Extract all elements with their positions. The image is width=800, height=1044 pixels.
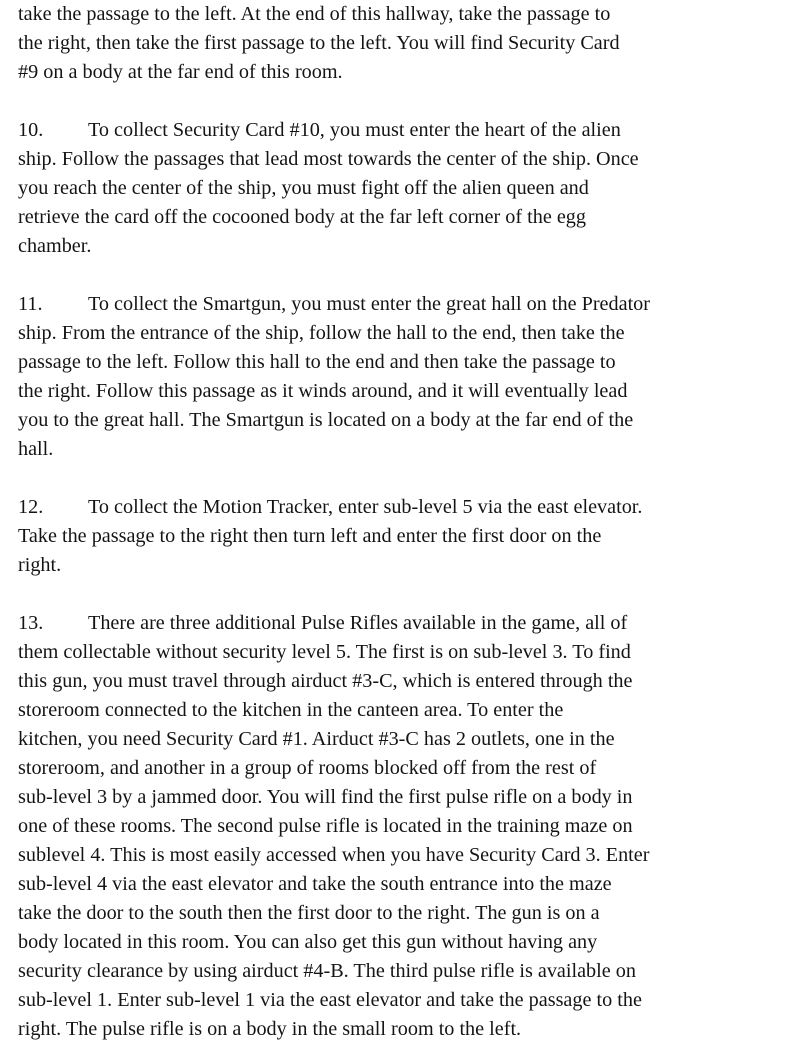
numbered-item-13 xyxy=(18,609,794,1044)
paragraph-gap xyxy=(18,261,794,290)
text-line: you to the great hall. The Smartgun is located on a body at the far end of the xyxy=(18,409,634,431)
item-number: 11. xyxy=(18,293,43,315)
text-line: storeroom connected to the kitchen in the canteen area. To enter the xyxy=(18,699,564,721)
text-line: ship. Follow the passages that lead most towards the center of the ship. Once xyxy=(18,148,639,170)
paragraph-gap xyxy=(18,464,794,493)
text-line: passage to the left. Follow this hall to the end and then take the passage to xyxy=(18,351,616,373)
text-line: the right. Follow this passage as it winds around, and it will eventually lead xyxy=(18,380,628,402)
text-line: kitchen, you need Security Card #1. Airduct #3-C has 2 outlets, one in the xyxy=(18,728,615,750)
text-line-content: To collect the Smartgun, you must enter the great hall on the Predator xyxy=(88,293,650,315)
text-line: chamber. xyxy=(18,235,92,257)
text-line: the right, then take the first passage to the left. You will find Security Card xyxy=(18,32,620,54)
text-line xyxy=(18,290,794,319)
text-line: storeroom, and another in a group of rooms blocked off from the rest of xyxy=(18,757,597,779)
text-line: take the passage to the left. At the end of this hallway, take the passage to xyxy=(18,3,611,25)
paragraph-gap xyxy=(18,580,794,609)
text-line: hall. xyxy=(18,438,54,460)
item-number: 12. xyxy=(18,496,44,518)
text-line: them collectable without security level 5. The first is on sub-level 3. To find xyxy=(18,641,631,663)
text-line: retrieve the card off the cocooned body at the far left corner of the egg xyxy=(18,206,586,228)
text-line xyxy=(18,609,794,638)
item-number: 13. xyxy=(18,612,44,634)
numbered-item-11 xyxy=(18,290,794,464)
text-line: sublevel 4. This is most easily accessed when you have Security Card 3. Enter xyxy=(18,844,650,866)
document-page xyxy=(18,0,794,1044)
numbered-item-10 xyxy=(18,116,794,261)
text-line xyxy=(18,493,794,522)
item-number: 10. xyxy=(18,119,44,141)
text-line: right. The pulse rifle is on a body in the small room to the left. xyxy=(18,1018,522,1040)
text-line: body located in this room. You can also get this gun without having any xyxy=(18,931,598,953)
text-line: this gun, you must travel through airduct #3-C, which is entered through the xyxy=(18,670,633,692)
text-line: security clearance by using airduct #4-B. The third pulse rifle is available on xyxy=(18,960,636,982)
text-line: sub-level 4 via the east elevator and take the south entrance into the maze xyxy=(18,873,612,895)
text-line-content: To collect the Motion Tracker, enter sub-level 5 via the east elevator. xyxy=(88,496,643,518)
numbered-item-12 xyxy=(18,493,794,580)
continuation-paragraph xyxy=(18,0,794,87)
text-line xyxy=(18,116,794,145)
text-line: one of these rooms. The second pulse rifle is located in the training maze on xyxy=(18,815,633,837)
text-line-content: There are three additional Pulse Rifles available in the game, all of xyxy=(88,612,628,634)
text-line: sub-level 3 by a jammed door. You will find the first pulse rifle on a body in xyxy=(18,786,633,808)
text-line: take the door to the south then the first door to the right. The gun is on a xyxy=(18,902,600,924)
text-line: #9 on a body at the far end of this room. xyxy=(18,61,343,83)
text-line: you reach the center of the ship, you must fight off the alien queen and xyxy=(18,177,589,199)
text-line: Take the passage to the right then turn left and enter the first door on the xyxy=(18,525,602,547)
text-line: sub-level 1. Enter sub-level 1 via the east elevator and take the passage to the xyxy=(18,989,642,1011)
text-line: right. xyxy=(18,554,62,576)
text-line: ship. From the entrance of the ship, follow the hall to the end, then take the xyxy=(18,322,625,344)
paragraph-gap xyxy=(18,87,794,116)
text-line-content: To collect Security Card #10, you must enter the heart of the alien xyxy=(88,119,621,141)
